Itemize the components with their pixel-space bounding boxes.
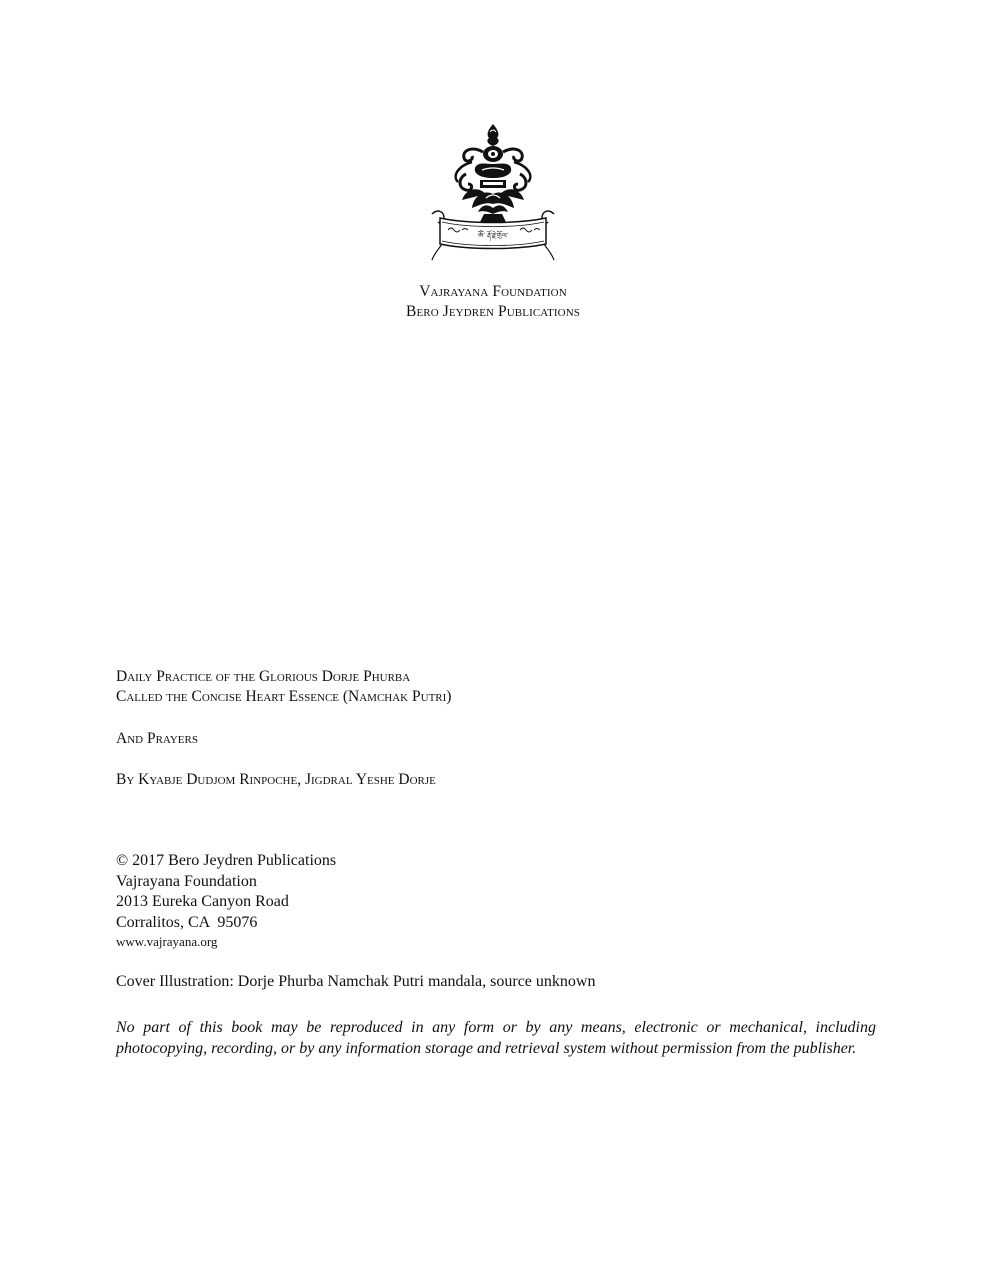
copyright-street: 2013 Eureka Canyon Road [116,893,289,910]
copyright-org: Vajrayana Foundation [116,872,257,890]
cover-illustration-credit: Cover Illustration: Dorje Phurba Namchak Putri mandala, source unknown [116,973,596,990]
rights-notice: No part of this book may be reproduced in any form or by any means, electronic or mechanical, including photocopying, recording, or by any information storage and retrieval system without permission from the publisher. [116,1019,876,1057]
emblem-banner-text: ཨོཾ་ རྡོ་རྗེ་གྲོལ་ [477,232,509,240]
publisher-name: Vajrayana Foundation [419,283,567,300]
book-title-line-1: Daily Practice of the Glorious Dorje Phurba [116,668,411,685]
website-link[interactable]: www.vajrayana.org [116,934,218,949]
vajrayana-foundation-emblem-icon [428,122,558,264]
book-subtitle: And Prayers [116,730,198,747]
copyright-block [116,851,336,951]
copyright-notice: © 2017 Bero Jeydren Publications [116,852,337,869]
imprint-name: Bero Jeydren Publications [406,303,580,320]
book-author: By Kyabje Dudjom Rinpoche, Jigdral Yeshe Dorje [116,771,436,788]
book-title-line-2: Called the Concise Heart Essence (Namchak Putri) [116,688,452,705]
book-title [116,667,451,707]
copyright-city: Corralitos, CA 95076 [116,913,258,931]
publisher-block [0,282,986,322]
